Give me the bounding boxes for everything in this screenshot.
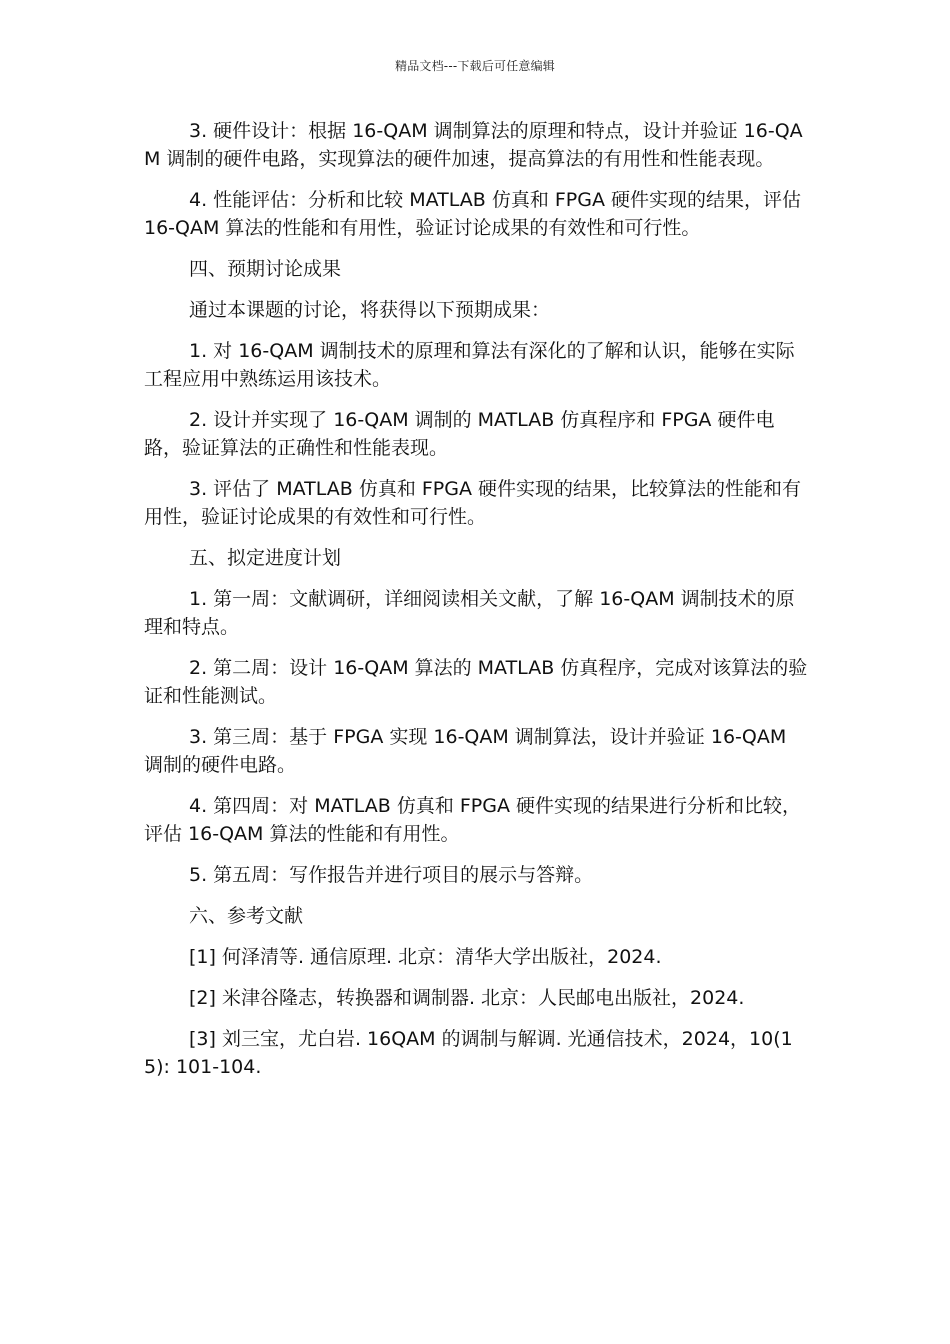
expected-result-item-1: 1. 对 16-QAM 调制技术的原理和算法有深化的了解和认识，能够在实际工程应用中熟练运用该技术。 xyxy=(144,340,795,390)
section-heading-references: 六、参考文献 xyxy=(189,905,304,927)
document-body xyxy=(144,117,808,1094)
schedule-week-3: 3. 第三周：基于 FPGA 实现 16-QAM 调制算法，设计并验证 16-QAM 调制的硬件电路。 xyxy=(144,726,787,776)
performance-evaluation-item: 4. 性能评估：分析和比较 MATLAB 仿真和 FPGA 硬件实现的结果，评估 16-QAM 算法的性能和有用性，验证讨论成果的有效性和可行性。 xyxy=(144,189,802,239)
section-heading-expected-results: 四、预期讨论成果 xyxy=(189,258,342,280)
reference-2: [2] 米津谷隆志，转换器和调制器. 北京：人民邮电出版社，2024. xyxy=(189,987,745,1009)
schedule-week-5: 5. 第五周：写作报告并进行项目的展示与答辩。 xyxy=(189,864,594,886)
schedule-week-1: 1. 第一周：文献调研，详细阅读相关文献，了解 16-QAM 调制技术的原理和特点。 xyxy=(144,588,795,638)
expected-result-item-2: 2. 设计并实现了 16-QAM 调制的 MATLAB 仿真程序和 FPGA 硬件电路，验证算法的正确性和性能表现。 xyxy=(144,409,775,459)
page-header: 精品文档---下载后可任意编辑 xyxy=(395,59,555,73)
expected-results-intro: 通过本课题的讨论，将获得以下预期成果： xyxy=(189,299,551,321)
hardware-design-item: 3. 硬件设计：根据 16-QAM 调制算法的原理和特点，设计并验证 16-QAM 调制的硬件电路，实现算法的硬件加速，提高算法的有用性和性能表现。 xyxy=(144,120,803,170)
schedule-week-2: 2. 第二周：设计 16-QAM 算法的 MATLAB 仿真程序，完成对该算法的验证和性能测试。 xyxy=(144,657,808,707)
expected-result-item-3: 3. 评估了 MATLAB 仿真和 FPGA 硬件实现的结果，比较算法的性能和有用性，验证讨论成果的有效性和可行性。 xyxy=(144,478,802,528)
schedule-week-4: 4. 第四周：对 MATLAB 仿真和 FPGA 硬件实现的结果进行分析和比较，评估 16-QAM 算法的性能和有用性。 xyxy=(144,795,802,845)
reference-1: [1] 何泽清等. 通信原理. 北京：清华大学出版社，2024. xyxy=(189,946,662,968)
reference-3: [3] 刘三宝，尤白岩. 16QAM 的调制与解调. 光通信技术，2024，10(15): 101-104. xyxy=(144,1028,793,1078)
section-heading-schedule: 五、拟定进度计划 xyxy=(189,547,342,569)
